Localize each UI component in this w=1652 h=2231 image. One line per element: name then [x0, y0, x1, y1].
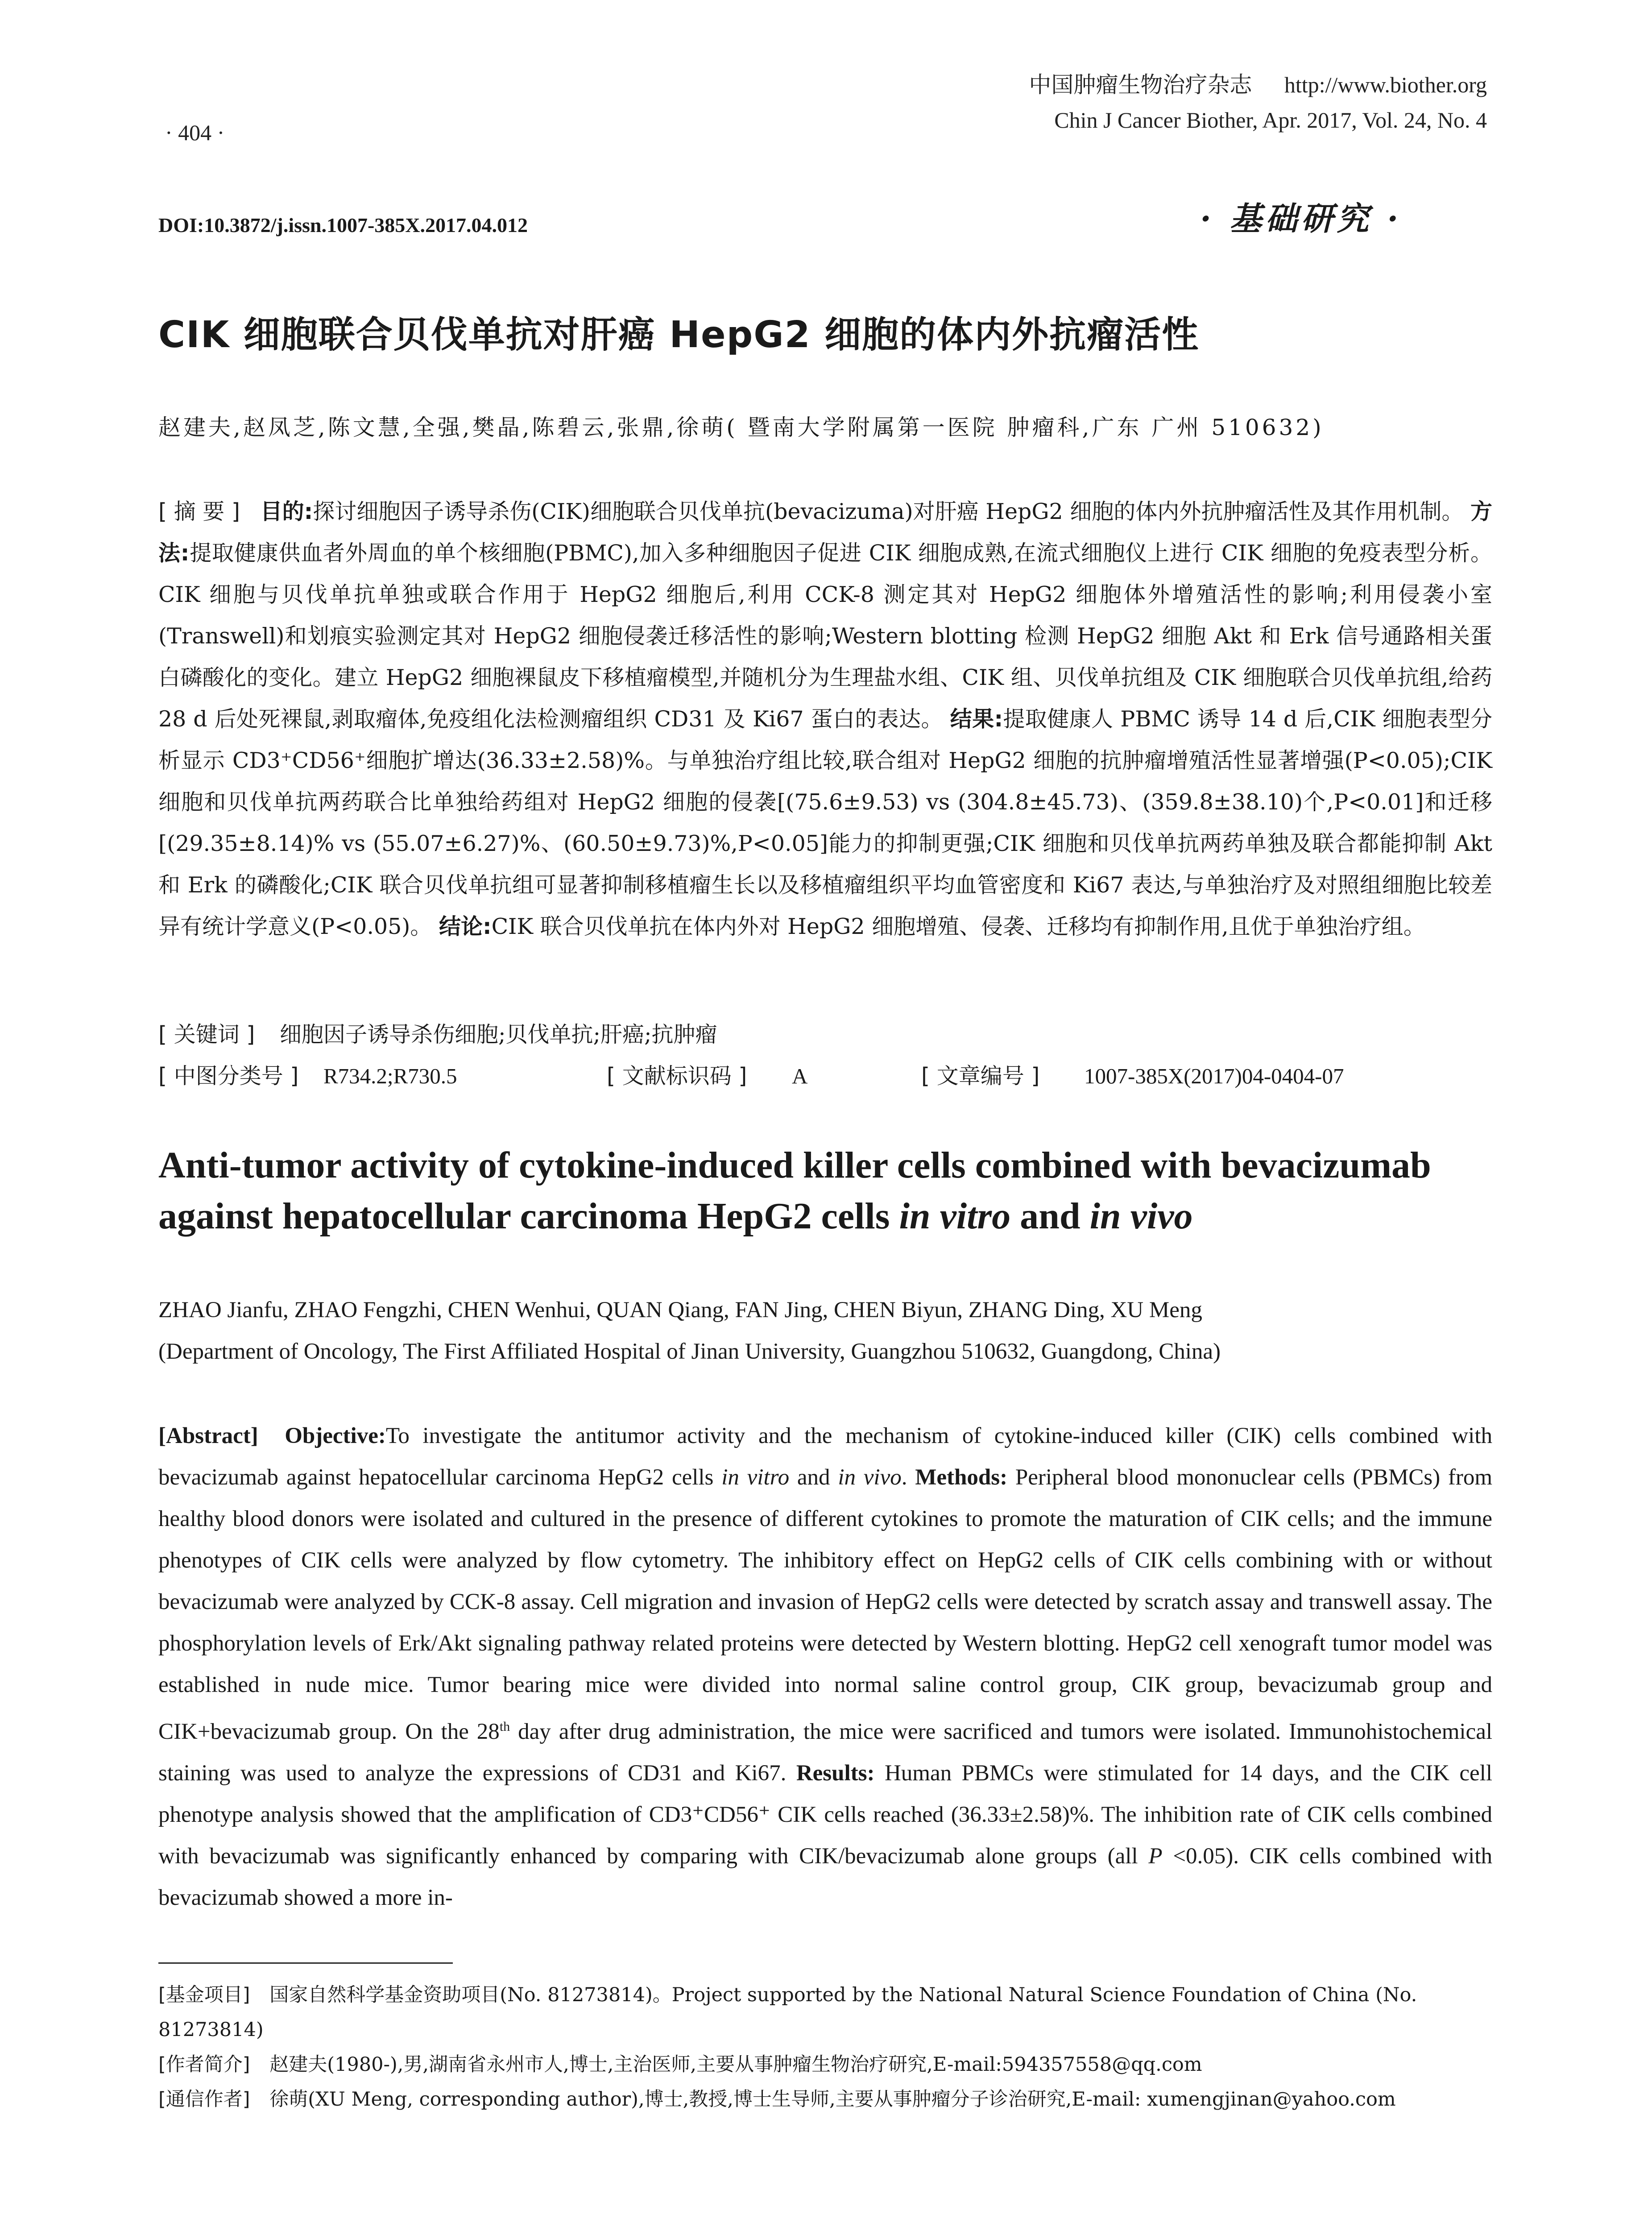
classification-line	[158, 1055, 1492, 1097]
objective-en-label: Objective:	[285, 1423, 386, 1448]
results-en-italic: P	[1148, 1844, 1163, 1869]
journal-citation: Chin J Cancer Biother, Apr. 2017, Vol. 24, No. 4	[1054, 108, 1487, 133]
title-en	[158, 1140, 1497, 1242]
author-info-label: [作者简介]	[158, 2053, 250, 2076]
objective-en-italic: in vivo	[838, 1465, 902, 1490]
objective-label: 目的:	[260, 499, 313, 524]
footnotes	[158, 1978, 1492, 2117]
journal-name-cn: 中国肿瘤生物治疗杂志	[1029, 72, 1252, 98]
footnote-author	[158, 2047, 1492, 2082]
objective-text: 探讨细胞因子诱导杀伤(CIK)细胞联合贝伐单抗(bevacizuma)对肝癌 HepG2 细胞的体内外抗肿瘤活性及其作用机制。	[313, 499, 1464, 524]
page-number: · 404 ·	[165, 120, 225, 145]
fund-label: [基金项目]	[158, 1984, 250, 2006]
journal-url[interactable]: http://www.biother.org	[1284, 72, 1487, 97]
footnote-corresponding	[158, 2082, 1492, 2117]
clc-label: [ 中图分类号 ]	[158, 1063, 299, 1089]
title-en-italic: in vivo	[1089, 1195, 1193, 1237]
objective-en-italic: in vitro	[721, 1465, 790, 1490]
clc-value: R734.2;R730.5	[323, 1064, 457, 1088]
abstract-en-label: [Abstract]	[158, 1423, 258, 1448]
header-journal-line	[1029, 67, 1487, 99]
footnote-fund	[158, 1978, 1492, 2047]
article-number-label: [ 文章编号 ]	[921, 1063, 1040, 1089]
results-en-label: Results:	[796, 1761, 875, 1786]
methods-text: 提取健康供血者外周血的单个核细胞(PBMC),加入多种细胞因子促进 CIK 细胞成熟,在流式细胞仪上进行 CIK 细胞的免疫表型分析。CIK 细胞与贝伐单抗单独或联合作用于 HepG2 细胞后,利用 CCK-8 测定其对 HepG2 细胞体外增殖活性的影响;利用侵袭小室(Transwell)和划痕实验测定其对 HepG2 细胞侵袭迁移活性的影响;Western blotting 检测 HepG2 细胞 Akt 和 Erk 信号通路相关蛋白磷酸化的变化。建立 HepG2 细胞裸鼠皮下移植瘤模型,并随机分为生理盐水组、CIK 组、贝伐单抗组及 CIK 细胞联合贝伐单抗组,给药 28 d 后处死裸鼠,剥取瘤体,免疫组化法检测瘤组织 CD31 及 Ki67 蛋白的表达。	[158, 540, 1492, 732]
article-number-value: 1007-385X(2017)04-0404-07	[1084, 1064, 1344, 1088]
results-text: 提取健康人 PBMC 诱导 14 d 后,CIK 细胞表型分析显示 CD3⁺CD56⁺细胞扩增达(36.33±2.58)%。与单独治疗组比较,联合组对 HepG2 细胞的抗肿瘤增殖活性显著增强(P<0.05);CIK 细胞和贝伐单抗两药联合比单独给药组对 HepG2 细胞的侵袭[(75.6±9.53) vs (304.8±45.73)、(359.8±38.10)个,P<0.01]和迁移[(29.35±8.14)% vs (55.07±6.27)%、(60.50±9.73)%,P<0.05]能力的抑制更强;CIK 细胞和贝伐单抗两药单独及联合都能抑制 Akt 和 Erk 的磷酸化;CIK 联合贝伐单抗组可显著抑制移植瘤生长以及移植瘤组织平均血管密度和 Ki67 表达,与单独治疗及对照组细胞比较差异有统计学意义(P<0.05)。	[158, 706, 1492, 939]
doc-code-label: [ 文献标识码 ]	[607, 1063, 747, 1089]
conclusion-label: 结论:	[439, 914, 492, 939]
corresponding-label: [通信作者]	[158, 2088, 250, 2111]
methods-en-text: Peripheral blood mononuclear cells (PBMCs) from healthy blood donors were isolated and cultured in the presence of different cytokines to promote the maturation of CIK cells; and the immune phenotypes of CIK cells were analyzed by flow cytometry. The inhibitory effect on HepG2 cells of CIK cells combining with or without bevacizumab were analyzed by CCK-8 assay. Cell migration and invasion of HepG2 cells were detected by scratch assay and transwell assay. The phosphorylation levels of Erk/Akt signaling pathway related proteins were detected by Western blotting. HepG2 cell xenograft tumor model was established in nude mice. Tumor bearing mice were divided into normal saline control group, CIK group, bevacizumab group and CIK+bevacizumab group. On the 28	[158, 1465, 1492, 1744]
authors-en: ZHAO Jianfu, ZHAO Fengzhi, CHEN Wenhui, QUAN Qiang, FAN Jing, CHEN Biyun, ZHANG Ding, XU Meng	[158, 1298, 1202, 1323]
objective-en-text: and	[789, 1465, 838, 1490]
title-en-line2	[158, 1191, 1497, 1242]
section-label: · 基础研究 ·	[1200, 199, 1402, 237]
methods-en-label: Methods:	[915, 1465, 1008, 1490]
affiliation-en: (Department of Oncology, The First Affiliated Hospital of Jinan University, Guangzhou 510632, Guangdong, China)	[158, 1339, 1221, 1364]
conclusion-text: CIK 联合贝伐单抗在体内外对 HepG2 细胞增殖、侵袭、迁移均有抑制作用,且优于单独治疗组。	[491, 914, 1425, 939]
title-en-italic: in vitro	[899, 1195, 1011, 1237]
doi[interactable]: DOI:10.3872/j.issn.1007-385X.2017.04.012	[158, 214, 528, 236]
results-en-text: <0.05). CIK cells combined with bevacizumab showed a more in-	[158, 1844, 1492, 1910]
methods-en-text: day after drug administration, the mice were sacrificed and tumors were isolated. Immunohistochemical staining was used to analyze the expressions of CD31 and Ki67.	[158, 1719, 1493, 1786]
title-en-part: and	[1010, 1195, 1090, 1237]
author-info-text: 赵建夫(1980-),男,湖南省永州市人,博士,主治医师,主要从事肿瘤生物治疗研究,E-mail:594357558@qq.com	[269, 2053, 1202, 2076]
keywords-text: 细胞因子诱导杀伤细胞;贝伐单抗;肝癌;抗肿瘤	[279, 1022, 717, 1047]
authors-zh: 赵建夫,赵凤芝,陈文慧,全强,樊晶,陈碧云,张鼎,徐萌( 暨南大学附属第一医院 肿瘤科,广东 广州 510632)	[158, 415, 1324, 440]
methods-label: 方法:	[158, 499, 1492, 566]
abstract-zh	[158, 491, 1492, 947]
methods-en-superscript: th	[499, 1719, 510, 1734]
fund-text: 国家自然科学基金资助项目(No. 81273814)。Project supported by the National Natural Science Foundation of China (No. 81273814)	[158, 1984, 1417, 2041]
results-label: 结果:	[950, 706, 1003, 732]
footnote-divider	[158, 1962, 453, 1964]
objective-en-text: .	[901, 1465, 915, 1490]
title-zh: CIK 细胞联合贝伐单抗对肝癌 HepG2 细胞的体内外抗瘤活性	[158, 314, 1200, 356]
corresponding-text: 徐萌(XU Meng, corresponding author),博士,教授,博士生导师,主要从事肿瘤分子诊治研究,E-mail: xumengjinan@yahoo.com	[269, 2088, 1396, 2111]
doc-code-value: A	[792, 1064, 808, 1088]
results-en-text: Human PBMCs were stimulated for 14 days, and the CIK cell phenotype analysis showed that the amplification of CD3⁺CD56⁺ CIK cells reached (36.33±2.58)%. The inhibition rate of CIK cells combined with bevacizumab was significantly enhanced by comparing with CIK/bevacizumab alone groups (all	[158, 1761, 1492, 1869]
title-en-line1: Anti-tumor activity of cytokine-induced killer cells combined with bevacizumab	[158, 1145, 1431, 1186]
abstract-en	[158, 1415, 1492, 1919]
keywords-zh	[158, 1014, 1492, 1055]
title-en-part: against hepatocellular carcinoma HepG2 cells	[158, 1195, 899, 1237]
abstract-zh-label: [ 摘 要 ]	[158, 499, 240, 524]
objective-en-text: To investigate the antitumor activity and the mechanism of cytokine-induced killer (CIK) cells combined with bevacizumab against hepatocellular carcinoma HepG2 cells	[158, 1423, 1492, 1490]
keywords-label: [ 关键词 ]	[158, 1022, 255, 1047]
